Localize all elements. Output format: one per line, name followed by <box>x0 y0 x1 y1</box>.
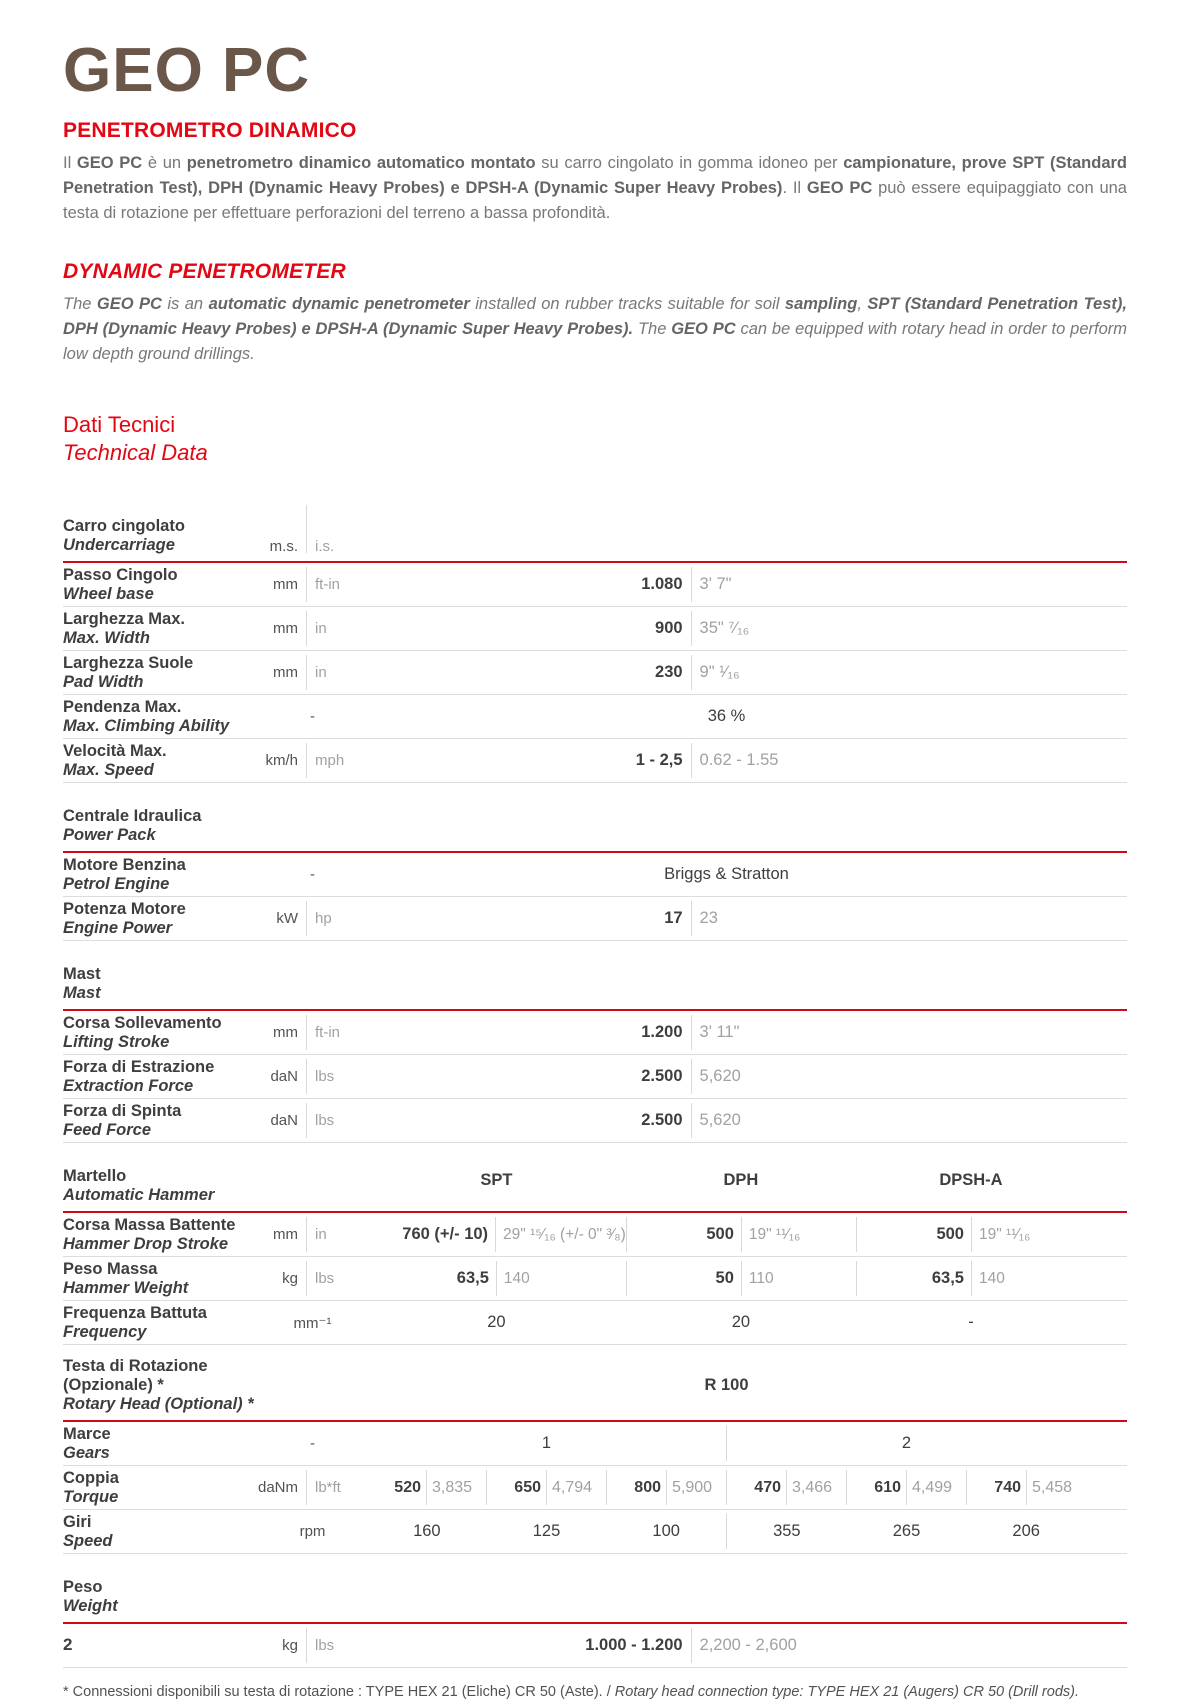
row-label <box>63 1216 258 1254</box>
value: 355 <box>773 1522 801 1541</box>
label-italian: Mast <box>63 965 101 984</box>
row-label <box>63 1260 258 1298</box>
label-english: Undercarriage <box>63 536 175 555</box>
row-values <box>367 1357 1086 1414</box>
label-english: Petrol Engine <box>63 874 170 893</box>
label-english: Automatic Hammer <box>63 1186 215 1205</box>
unit-imperial: lbs <box>315 1637 335 1655</box>
value-metric: 900 <box>655 619 683 638</box>
unit: mm⁻¹ <box>293 1314 332 1332</box>
table-row <box>63 1099 1127 1143</box>
value-metric: 1.080 <box>641 575 683 594</box>
row-values <box>367 1155 1086 1205</box>
value-pair <box>847 1466 966 1509</box>
value-metric: 470 <box>754 1478 781 1496</box>
value-imperial: 5,458 <box>1032 1478 1073 1496</box>
row-label <box>63 698 258 736</box>
value-imperial: 5,620 <box>699 1111 741 1130</box>
value: 160 <box>413 1522 441 1541</box>
label-italian: Peso <box>63 1578 103 1597</box>
value-imperial: 9" ¹⁄₁₆ <box>699 663 740 682</box>
value-group <box>367 1213 626 1256</box>
value: 1 <box>541 1434 552 1453</box>
row-values <box>367 853 1086 896</box>
value-group <box>857 1257 1086 1300</box>
value: 265 <box>892 1522 921 1541</box>
row-label <box>63 1102 258 1140</box>
table-row <box>63 1422 1127 1466</box>
label-italian: Potenza Motore <box>63 899 186 918</box>
value-imperial: 0.62 - 1.55 <box>699 751 779 770</box>
unit-imperial: hp <box>315 910 332 928</box>
table-row <box>63 1301 1127 1345</box>
value-imperial: 140 <box>503 1269 530 1287</box>
label-english: Lifting Stroke <box>63 1032 170 1051</box>
table-row <box>63 1011 1127 1055</box>
row-label <box>63 566 258 604</box>
label-italian: Peso Massa <box>63 1259 158 1278</box>
row-values <box>367 505 1086 555</box>
table-row <box>63 853 1127 897</box>
row-label <box>63 1578 258 1616</box>
row-values <box>367 1566 1086 1616</box>
unit-imperial: in <box>315 620 327 638</box>
unit-metric: kW <box>276 910 298 928</box>
text-segment: GEO PC <box>806 179 873 198</box>
value-metric: 740 <box>994 1478 1021 1496</box>
value-imperial: 3,466 <box>792 1478 833 1496</box>
column-header: DPSH-A <box>939 1170 1003 1189</box>
value-metric: 500 <box>936 1225 964 1244</box>
label-english: Feed Force <box>63 1120 152 1139</box>
table-row <box>63 563 1127 607</box>
section-row <box>63 1345 1127 1422</box>
unit: rpm <box>299 1523 326 1541</box>
table-row <box>63 1624 1127 1668</box>
section-value: R 100 <box>704 1376 749 1395</box>
value-imperial: 19" ¹¹⁄₁₆ <box>978 1225 1031 1243</box>
label-english: Hammer Drop Stroke <box>63 1234 229 1253</box>
unit-imperial: i.s. <box>315 538 335 556</box>
label-italian: Passo Cingolo <box>63 565 178 584</box>
unit-imperial: in <box>315 1226 327 1244</box>
row-values <box>367 953 1086 1003</box>
value-imperial: 3' 11" <box>699 1023 740 1042</box>
unit-metric: m.s. <box>269 538 298 556</box>
label-italian: Larghezza Max. <box>63 609 185 628</box>
footnote-italian: * Connessioni disponibili su testa di rotazione : TYPE HEX 21 (Eliche) CR 50 (Aste). / <box>63 1684 615 1700</box>
label-italian: Giri <box>63 1512 92 1531</box>
label-italian: Frequenza Battuta <box>63 1303 207 1322</box>
table-row <box>63 897 1127 941</box>
text-segment: is an <box>161 295 209 314</box>
text-segment: è un <box>142 154 187 173</box>
table-row <box>63 1466 1127 1510</box>
value-metric: 520 <box>394 1478 421 1496</box>
value-group <box>627 1257 856 1300</box>
intro-en-heading: DYNAMIC PENETROMETER <box>63 260 346 284</box>
label-english: Weight <box>63 1597 118 1616</box>
label-english: Pad Width <box>63 672 144 691</box>
label-italian: Pendenza Max. <box>63 697 182 716</box>
value-imperial: 2,200 - 2,600 <box>699 1636 797 1655</box>
unit: - <box>310 1435 315 1453</box>
value: 125 <box>532 1522 561 1541</box>
page-title: GEO PC <box>63 36 311 105</box>
row-label <box>63 1425 258 1463</box>
label-english: Max. Climbing Ability <box>63 716 230 735</box>
row-label <box>63 517 258 555</box>
value-imperial: 19" ¹¹⁄₁₆ <box>748 1225 801 1243</box>
label-english: Extraction Force <box>63 1076 194 1095</box>
value-pair <box>727 1466 846 1509</box>
unit-metric: km/h <box>265 752 298 770</box>
value-pair <box>487 1466 606 1509</box>
label-english: Rotary Head (Optional) * <box>63 1395 254 1414</box>
value-metric: 610 <box>874 1478 901 1496</box>
text-segment: GEO PC <box>76 154 143 173</box>
text-segment: campionature, prove SPT (Standard Penetration Test), DPH (Dynamic Heavy Probes) e DPSH-A (Dynamic Super Heavy Probes) <box>63 154 1127 198</box>
text-segment: GEO PC <box>96 295 162 314</box>
tech-title-italian: Dati Tecnici <box>63 412 176 438</box>
value-group <box>367 1257 626 1300</box>
value-group <box>857 1213 1086 1256</box>
unit-imperial: lb*ft <box>315 1479 341 1497</box>
label-english: Hammer Weight <box>63 1278 189 1297</box>
unit: - <box>310 708 315 726</box>
unit-imperial: lbs <box>315 1270 335 1288</box>
label-english: Speed <box>63 1531 113 1550</box>
column-header: SPT <box>480 1170 513 1189</box>
value: - <box>968 1313 974 1332</box>
row-label <box>63 1357 258 1414</box>
value-metric: 500 <box>706 1225 734 1244</box>
text-segment: can be equipped with rotary head in order to perform low depth ground drillings. <box>63 320 1127 364</box>
value-group <box>627 1213 856 1256</box>
label-italian: Corsa Sollevamento <box>63 1013 222 1032</box>
section-row <box>63 783 1127 853</box>
unit-metric: mm <box>273 620 298 638</box>
label-english: Mast <box>63 984 101 1003</box>
unit-metric: kg <box>282 1637 298 1655</box>
value-metric: 800 <box>634 1478 661 1496</box>
row-values <box>367 739 1086 782</box>
unit-metric: mm <box>273 1226 298 1244</box>
unit-imperial: ft-in <box>315 1024 341 1042</box>
row-values <box>367 1011 1086 1054</box>
table-row <box>63 651 1127 695</box>
value-imperial: 5,620 <box>699 1067 741 1086</box>
text-segment: The <box>63 295 97 314</box>
footnote-english: Rotary head connection type: TYPE HEX 21 (Augers) CR 50 (Drill rods). <box>614 1684 1079 1700</box>
row-values <box>367 607 1086 650</box>
table-row <box>63 1055 1127 1099</box>
text-segment: installed on rubber tracks suitable for soil <box>469 295 785 314</box>
unit-metric: mm <box>273 576 298 594</box>
value-pair <box>607 1466 726 1509</box>
page-number: 2 <box>63 1635 73 1654</box>
row-label <box>63 965 258 1003</box>
label-italian: Forza di Spinta <box>63 1101 182 1120</box>
row-values <box>367 1099 1086 1142</box>
row-values <box>367 695 1086 738</box>
intro-italian <box>63 119 1127 226</box>
value: 36 % <box>707 707 746 726</box>
value-metric: 50 <box>715 1269 734 1288</box>
label-english: Gears <box>63 1443 110 1462</box>
value-metric: 2.500 <box>641 1111 683 1130</box>
section-row <box>63 1143 1127 1213</box>
label-english: Torque <box>63 1487 119 1506</box>
intro-en-paragraph <box>63 292 1127 367</box>
value-imperial: 29" ¹⁵⁄₁₆ (+/- 0" ³⁄₈) <box>503 1225 626 1243</box>
value: 20 <box>731 1313 751 1332</box>
label-italian: Marce <box>63 1424 111 1443</box>
row-values <box>367 1257 1086 1300</box>
label-english: Max. Width <box>63 628 150 647</box>
value-imperial: 110 <box>748 1269 774 1287</box>
value-imperial: 35" ⁷⁄₁₆ <box>699 619 750 638</box>
table-row <box>63 1257 1127 1301</box>
row-values <box>367 1422 1086 1465</box>
row-label <box>63 1014 258 1052</box>
unit-metric: daN <box>270 1112 298 1130</box>
text-segment: , <box>857 295 868 314</box>
value-pair <box>967 1466 1086 1509</box>
value: 20 <box>487 1313 506 1332</box>
row-label <box>63 742 258 780</box>
row-label <box>63 1304 258 1342</box>
text-segment: SPT (Standard Penetration Test), DPH (Dynamic Heavy Probes) e DPSH-A (Dynamic Super Heavy Probes). <box>63 295 1127 339</box>
label-italian: Coppia <box>63 1468 119 1487</box>
label-italian: Testa di Rotazione (Opzionale) * <box>63 1357 208 1395</box>
value-imperial: 3' 7" <box>699 575 732 594</box>
row-label <box>63 1513 258 1551</box>
value-metric: 1.200 <box>641 1023 683 1042</box>
unit-metric: kg <box>282 1270 298 1288</box>
text-segment: GEO PC <box>671 320 736 339</box>
unit-metric: mm <box>273 664 298 682</box>
text-segment: The <box>633 320 672 339</box>
label-italian: Corsa Massa Battente <box>63 1215 236 1234</box>
value-metric: 63,5 <box>456 1269 489 1288</box>
row-values <box>367 651 1086 694</box>
unit-imperial: mph <box>315 752 345 770</box>
label-english: Max. Speed <box>63 760 154 779</box>
intro-it-paragraph <box>63 151 1127 226</box>
value-metric: 1 - 2,5 <box>635 751 683 770</box>
row-values <box>367 1055 1086 1098</box>
row-label <box>63 654 258 692</box>
value-metric: 17 <box>664 909 683 928</box>
row-values <box>367 1301 1086 1344</box>
unit-imperial: ft-in <box>315 576 341 594</box>
table-row <box>63 1213 1127 1257</box>
value: Briggs & Stratton <box>664 865 789 884</box>
row-label <box>63 610 258 648</box>
value-pair <box>367 1466 486 1509</box>
text-segment: su carro cingolato in gomma idoneo per <box>535 154 844 173</box>
unit: - <box>310 866 315 884</box>
row-values <box>367 795 1086 845</box>
unit-imperial: lbs <box>315 1068 335 1086</box>
section-row <box>63 941 1127 1011</box>
text-segment: automatic dynamic penetrometer <box>208 295 470 314</box>
section-row <box>63 493 1127 563</box>
value-imperial: 140 <box>978 1269 1005 1287</box>
row-label <box>63 900 258 938</box>
text-segment: . Il <box>782 179 807 198</box>
value-imperial: 3,835 <box>432 1478 473 1496</box>
row-values <box>367 897 1086 940</box>
row-label <box>63 1058 258 1096</box>
label-english: Wheel base <box>63 584 154 603</box>
technical-data-table <box>63 493 1127 1668</box>
label-italian: Larghezza Suole <box>63 653 194 672</box>
unit-imperial: lbs <box>315 1112 335 1130</box>
value-imperial: 4,499 <box>912 1478 953 1496</box>
text-segment: Il <box>63 154 77 173</box>
text-segment: penetrometro dinamico automatico montato <box>186 154 536 173</box>
intro-english <box>63 260 1127 367</box>
intro-it-heading: PENETROMETRO DINAMICO <box>63 119 357 143</box>
value-metric: 63,5 <box>931 1269 964 1288</box>
row-label <box>63 1167 258 1205</box>
unit-metric: mm <box>273 1024 298 1042</box>
label-italian: Forza di Estrazione <box>63 1057 215 1076</box>
value-imperial: 5,900 <box>672 1478 713 1496</box>
table-row <box>63 695 1127 739</box>
technical-data-title <box>63 411 1127 467</box>
row-values <box>367 1624 1086 1667</box>
unit-metric: daNm <box>258 1479 299 1497</box>
value-imperial: 23 <box>699 909 718 928</box>
value: 100 <box>652 1522 680 1541</box>
unit-metric: daN <box>270 1068 298 1086</box>
label-italian: Centrale Idraulica <box>63 807 202 826</box>
label-english: Power Pack <box>63 826 156 845</box>
label-italian: Carro cingolato <box>63 517 185 536</box>
row-label <box>63 807 258 845</box>
value-metric: 760 (+/- 10) <box>402 1225 489 1244</box>
text-segment: può essere equipaggiato con una testa di rotazione per effettuare perforazioni del terreno a bassa profondità. <box>63 179 1127 223</box>
row-values <box>367 1466 1086 1509</box>
row-label <box>63 856 258 894</box>
column-header: DPH <box>723 1170 759 1189</box>
value-metric: 2.500 <box>641 1067 683 1086</box>
row-values <box>367 563 1086 606</box>
text-segment: sampling <box>784 295 858 314</box>
unit-imperial: in <box>315 664 327 682</box>
value-imperial: 4,794 <box>552 1478 593 1496</box>
table-row <box>63 1510 1127 1554</box>
label-italian: Motore Benzina <box>63 855 186 874</box>
footnote <box>63 1684 1127 1700</box>
value-metric: 650 <box>514 1478 541 1496</box>
row-values <box>367 1510 1086 1553</box>
label-english: Frequency <box>63 1322 147 1341</box>
label-italian: Martello <box>63 1167 127 1186</box>
tech-title-english: Technical Data <box>63 440 208 466</box>
table-row <box>63 607 1127 651</box>
label-italian: Velocità Max. <box>63 741 167 760</box>
row-label <box>63 1469 258 1507</box>
value-metric: 1.000 - 1.200 <box>585 1636 683 1655</box>
row-values <box>367 1213 1086 1256</box>
value: 2 <box>901 1434 912 1453</box>
value-metric: 230 <box>655 663 683 682</box>
section-row <box>63 1554 1127 1624</box>
table-row <box>63 739 1127 783</box>
label-english: Engine Power <box>63 918 173 937</box>
value: 206 <box>1012 1522 1040 1541</box>
